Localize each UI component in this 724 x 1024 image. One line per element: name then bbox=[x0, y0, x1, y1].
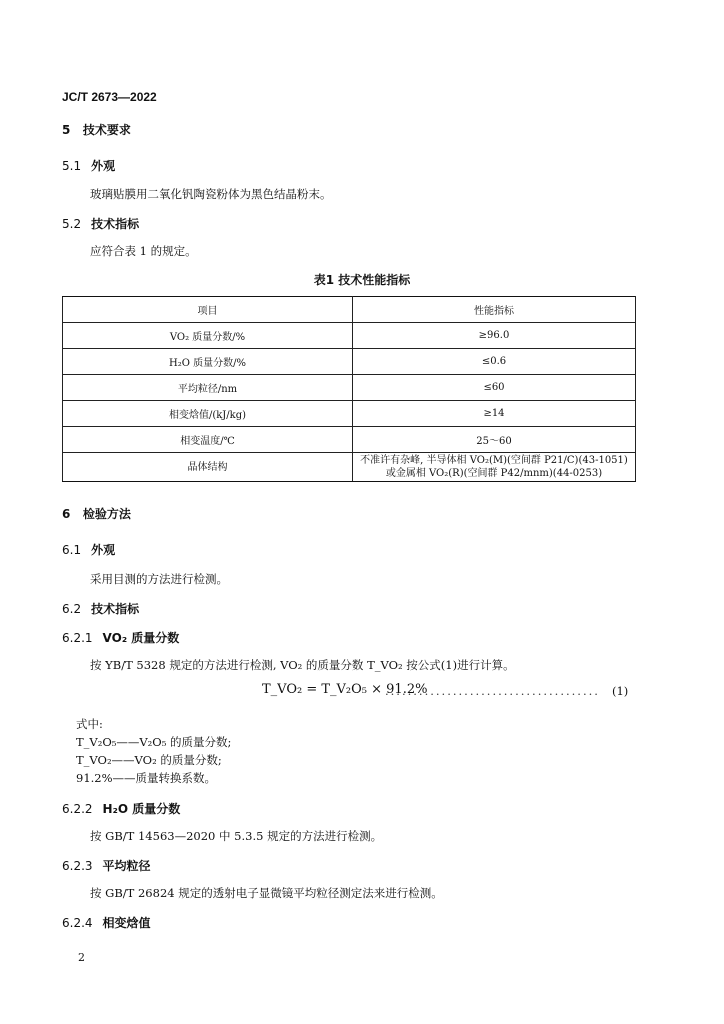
table-row bbox=[63, 349, 636, 375]
value-cell: ≥14 bbox=[353, 401, 636, 427]
section-6-2-2-heading bbox=[62, 800, 180, 817]
item-cell: VO₂ 质量分数/% bbox=[63, 323, 353, 349]
value-cell: ≤60 bbox=[353, 375, 636, 401]
paragraph: 采用目测的方法进行检测。 bbox=[90, 572, 228, 586]
formula-number: (1) bbox=[612, 684, 629, 698]
value-cell: 25～60 bbox=[353, 427, 636, 453]
item-cell: 相变温度/℃ bbox=[63, 427, 353, 453]
section-title: 技术要求 bbox=[82, 123, 131, 137]
section-number: 5.2 bbox=[62, 217, 82, 231]
where-item: T_V₂O₅——V₂O₅ 的质量分数; bbox=[76, 735, 232, 749]
section-title: 相变焓值 bbox=[102, 916, 151, 930]
value-cell: ≤0.6 bbox=[353, 349, 636, 375]
value-cell bbox=[353, 453, 636, 482]
section-number: 6.2.2 bbox=[62, 802, 93, 816]
paragraph: 按 GB/T 14563—2020 中 5.3.5 规定的方法进行检测。 bbox=[90, 829, 383, 843]
formula-leader-dots: ...................................... bbox=[385, 684, 600, 698]
paragraph: 应符合表 1 的规定。 bbox=[90, 244, 197, 258]
section-5-heading bbox=[62, 121, 131, 138]
section-title: H₂O 质量分数 bbox=[102, 802, 181, 816]
table-row bbox=[63, 453, 636, 482]
table-row bbox=[63, 323, 636, 349]
section-6-2-3-heading bbox=[62, 857, 151, 874]
section-6-2-1-heading bbox=[62, 629, 179, 646]
where-label: 式中: bbox=[76, 717, 103, 731]
header-cell: 项目 bbox=[63, 297, 353, 323]
item-cell: 相变焓值/(kJ/kg) bbox=[63, 401, 353, 427]
section-5-2-heading bbox=[62, 215, 139, 232]
section-title: 技术指标 bbox=[91, 602, 140, 616]
standard-code: JC/T 2673—2022 bbox=[62, 90, 157, 104]
value-line: 或金属相 VO₂(R)(空间群 P42/mnm)(44-0253) bbox=[385, 468, 603, 479]
section-6-2-4-heading bbox=[62, 914, 151, 931]
section-number: 6 bbox=[62, 507, 71, 521]
section-number: 6.2.4 bbox=[62, 916, 93, 930]
item-cell: 晶体结构 bbox=[63, 453, 353, 482]
section-title: 平均粒径 bbox=[102, 859, 151, 873]
paragraph: 玻璃贴膜用二氧化钒陶瓷粉体为黑色结晶粉末。 bbox=[90, 187, 332, 201]
section-title: 技术指标 bbox=[91, 217, 140, 231]
section-title: 检验方法 bbox=[82, 507, 131, 521]
spec-table bbox=[62, 296, 636, 482]
section-number: 6.2.3 bbox=[62, 859, 93, 873]
paragraph: 按 GB/T 26824 规定的透射电子显微镜平均粒径测定法来进行检测。 bbox=[90, 886, 443, 900]
value-cell: ≥96.0 bbox=[353, 323, 636, 349]
section-title: 外观 bbox=[91, 543, 116, 557]
table-row bbox=[63, 401, 636, 427]
value-line: 不准许有杂峰, 半导体相 VO₂(M)(空间群 P21/C)(43-1051) bbox=[360, 455, 628, 466]
header-cell: 性能指标 bbox=[353, 297, 636, 323]
page-number: 2 bbox=[78, 951, 85, 964]
table-row bbox=[63, 375, 636, 401]
section-number: 6.2 bbox=[62, 602, 82, 616]
item-cell: 平均粒径/nm bbox=[63, 375, 353, 401]
section-6-heading bbox=[62, 505, 131, 522]
table-header-row bbox=[63, 297, 636, 323]
paragraph: 按 YB/T 5328 规定的方法进行检测, VO₂ 的质量分数 T_VO₂ 按公式(1)进行计算。 bbox=[90, 658, 515, 672]
section-title: VO₂ 质量分数 bbox=[102, 631, 180, 645]
section-6-2-heading bbox=[62, 600, 139, 617]
table-caption: 表1 技术性能指标 bbox=[313, 273, 411, 287]
section-6-1-heading bbox=[62, 541, 115, 558]
item-cell: H₂O 质量分数/% bbox=[63, 349, 353, 375]
section-title: 外观 bbox=[91, 159, 116, 173]
section-5-1-heading bbox=[62, 157, 115, 174]
section-number: 5 bbox=[62, 123, 71, 137]
section-number: 6.2.1 bbox=[62, 631, 93, 645]
table-row bbox=[63, 427, 636, 453]
formula: T_VO₂ = T_V₂O₅ × 91.2% bbox=[262, 682, 428, 697]
where-item: 91.2%——质量转换系数。 bbox=[76, 771, 217, 785]
section-number: 6.1 bbox=[62, 543, 82, 557]
section-number: 5.1 bbox=[62, 159, 82, 173]
where-item: T_VO₂——VO₂ 的质量分数; bbox=[76, 753, 222, 767]
